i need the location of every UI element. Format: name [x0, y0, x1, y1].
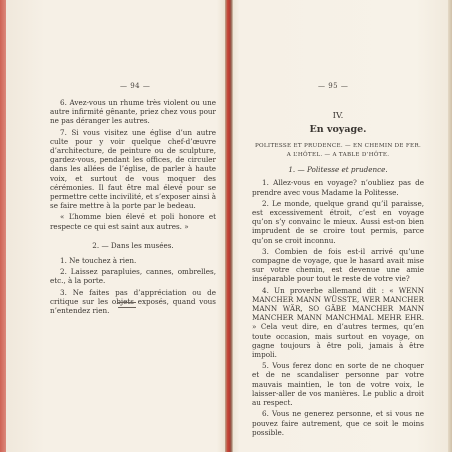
right-paragraph-4: 4. Un proverbe allemand dit : « WENN MANCHER MANN WÜSSTE, WER MANCHER MANN WÄR, SO GÄBE MANCHER MANN MANCHER MANN MANCHMAL MEHR EHR. » Cela veut dire, en d’autres termes, qu’en toute occasion, mais surtout en voyage, on gagne toujours à être poli, jamais à être impoli.	[252, 285, 424, 360]
chapter-summary	[252, 142, 424, 159]
right-paragraph-5: 5. Vous ferez donc en sorte de ne choquer et de ne scandaliser personne par votre mauvais maintien, le ton de votre voix, le laisser-aller de vos manières. Le public a droit au respect.	[252, 361, 424, 408]
right-paragraph-6: 6. Vous ne generez personne, et si vous ne pouvez faire autrement, que ce soit le moins possible.	[252, 409, 424, 437]
right-section-heading: 1. — Politesse et prudence.	[288, 165, 388, 175]
chapter-number: IV.	[332, 111, 344, 121]
chapter-summary-line-1: POLITESSE ET PRUDENCE. — EN CHEMIN DE FER.	[254, 143, 422, 150]
left-page-red-edge	[0, 0, 6, 452]
book-gutter	[225, 0, 233, 452]
left-section-heading: 2. — Dans les musées.	[92, 240, 174, 250]
left-section-item-3: 3. Ne faites pas d’appréciation ou de critique sur les objets exposés, quand vous n’entendez rien.	[50, 287, 216, 316]
right-paragraph-3: 3. Combien de fois est-il arrivé qu’une compagne de voyage, que le hasard avait mise sur votre chemin, est devenue une amie inséparable pour tout le reste de votre vie?	[252, 246, 424, 284]
left-page	[50, 98, 216, 317]
right-page-edge	[448, 0, 452, 452]
left-paragraph-2: 7. Si vous visitez une église d’un autre culte pour y voir quelque chef-d’œuvre d’architecture, de peinture ou de sculpture, gardez-vous, pendant les offices, de circuler dans les allées de l’église, de parler à haute voix, et surtout de vous moquer des cérémonies. Il faut être mal élevé pour se permettre cette incivilité, et s’exposer ainsi à se faire mettre à la porte par le bedeau.	[50, 127, 216, 211]
right-paragraph-1: 1. Allez-vous en voyage? n’oubliez pas de prendre avec vous Madame la Politesse.	[252, 178, 424, 197]
left-section-item-1: 1. Ne touchez à rien.	[60, 256, 137, 266]
left-section-item-2: 2. Laissez parapluies, cannes, ombrelles, etc., à la porte.	[50, 267, 216, 286]
left-page-number: — 94 —	[120, 82, 151, 90]
chapter-title: En voyage.	[309, 124, 367, 136]
end-ornament	[118, 302, 136, 308]
left-paragraph-1: 6. Avez-vous un rhume très violent ou une autre infirmité gênante, priez chez vous pour ne pas déranger les autres.	[50, 98, 216, 126]
left-paragraph-3: « L’homme bien élevé et poli honore et respecte ce qui est saint aux autres. »	[50, 212, 216, 231]
right-paragraph-2: 2. Le monde, quelque grand qu’il paraisse, est excessivement étroit, c’est en voyage qu’on s’y convainc le mieux. Aussi est-on bien imprudent de se croire tout permis, parce qu’on se croit inconnu.	[252, 198, 424, 245]
right-page	[252, 88, 424, 439]
chapter-summary-line-2: A L’HÔTEL. — A TABLE D’HÔTE.	[286, 151, 390, 158]
right-page-number: — 95 —	[318, 82, 349, 90]
